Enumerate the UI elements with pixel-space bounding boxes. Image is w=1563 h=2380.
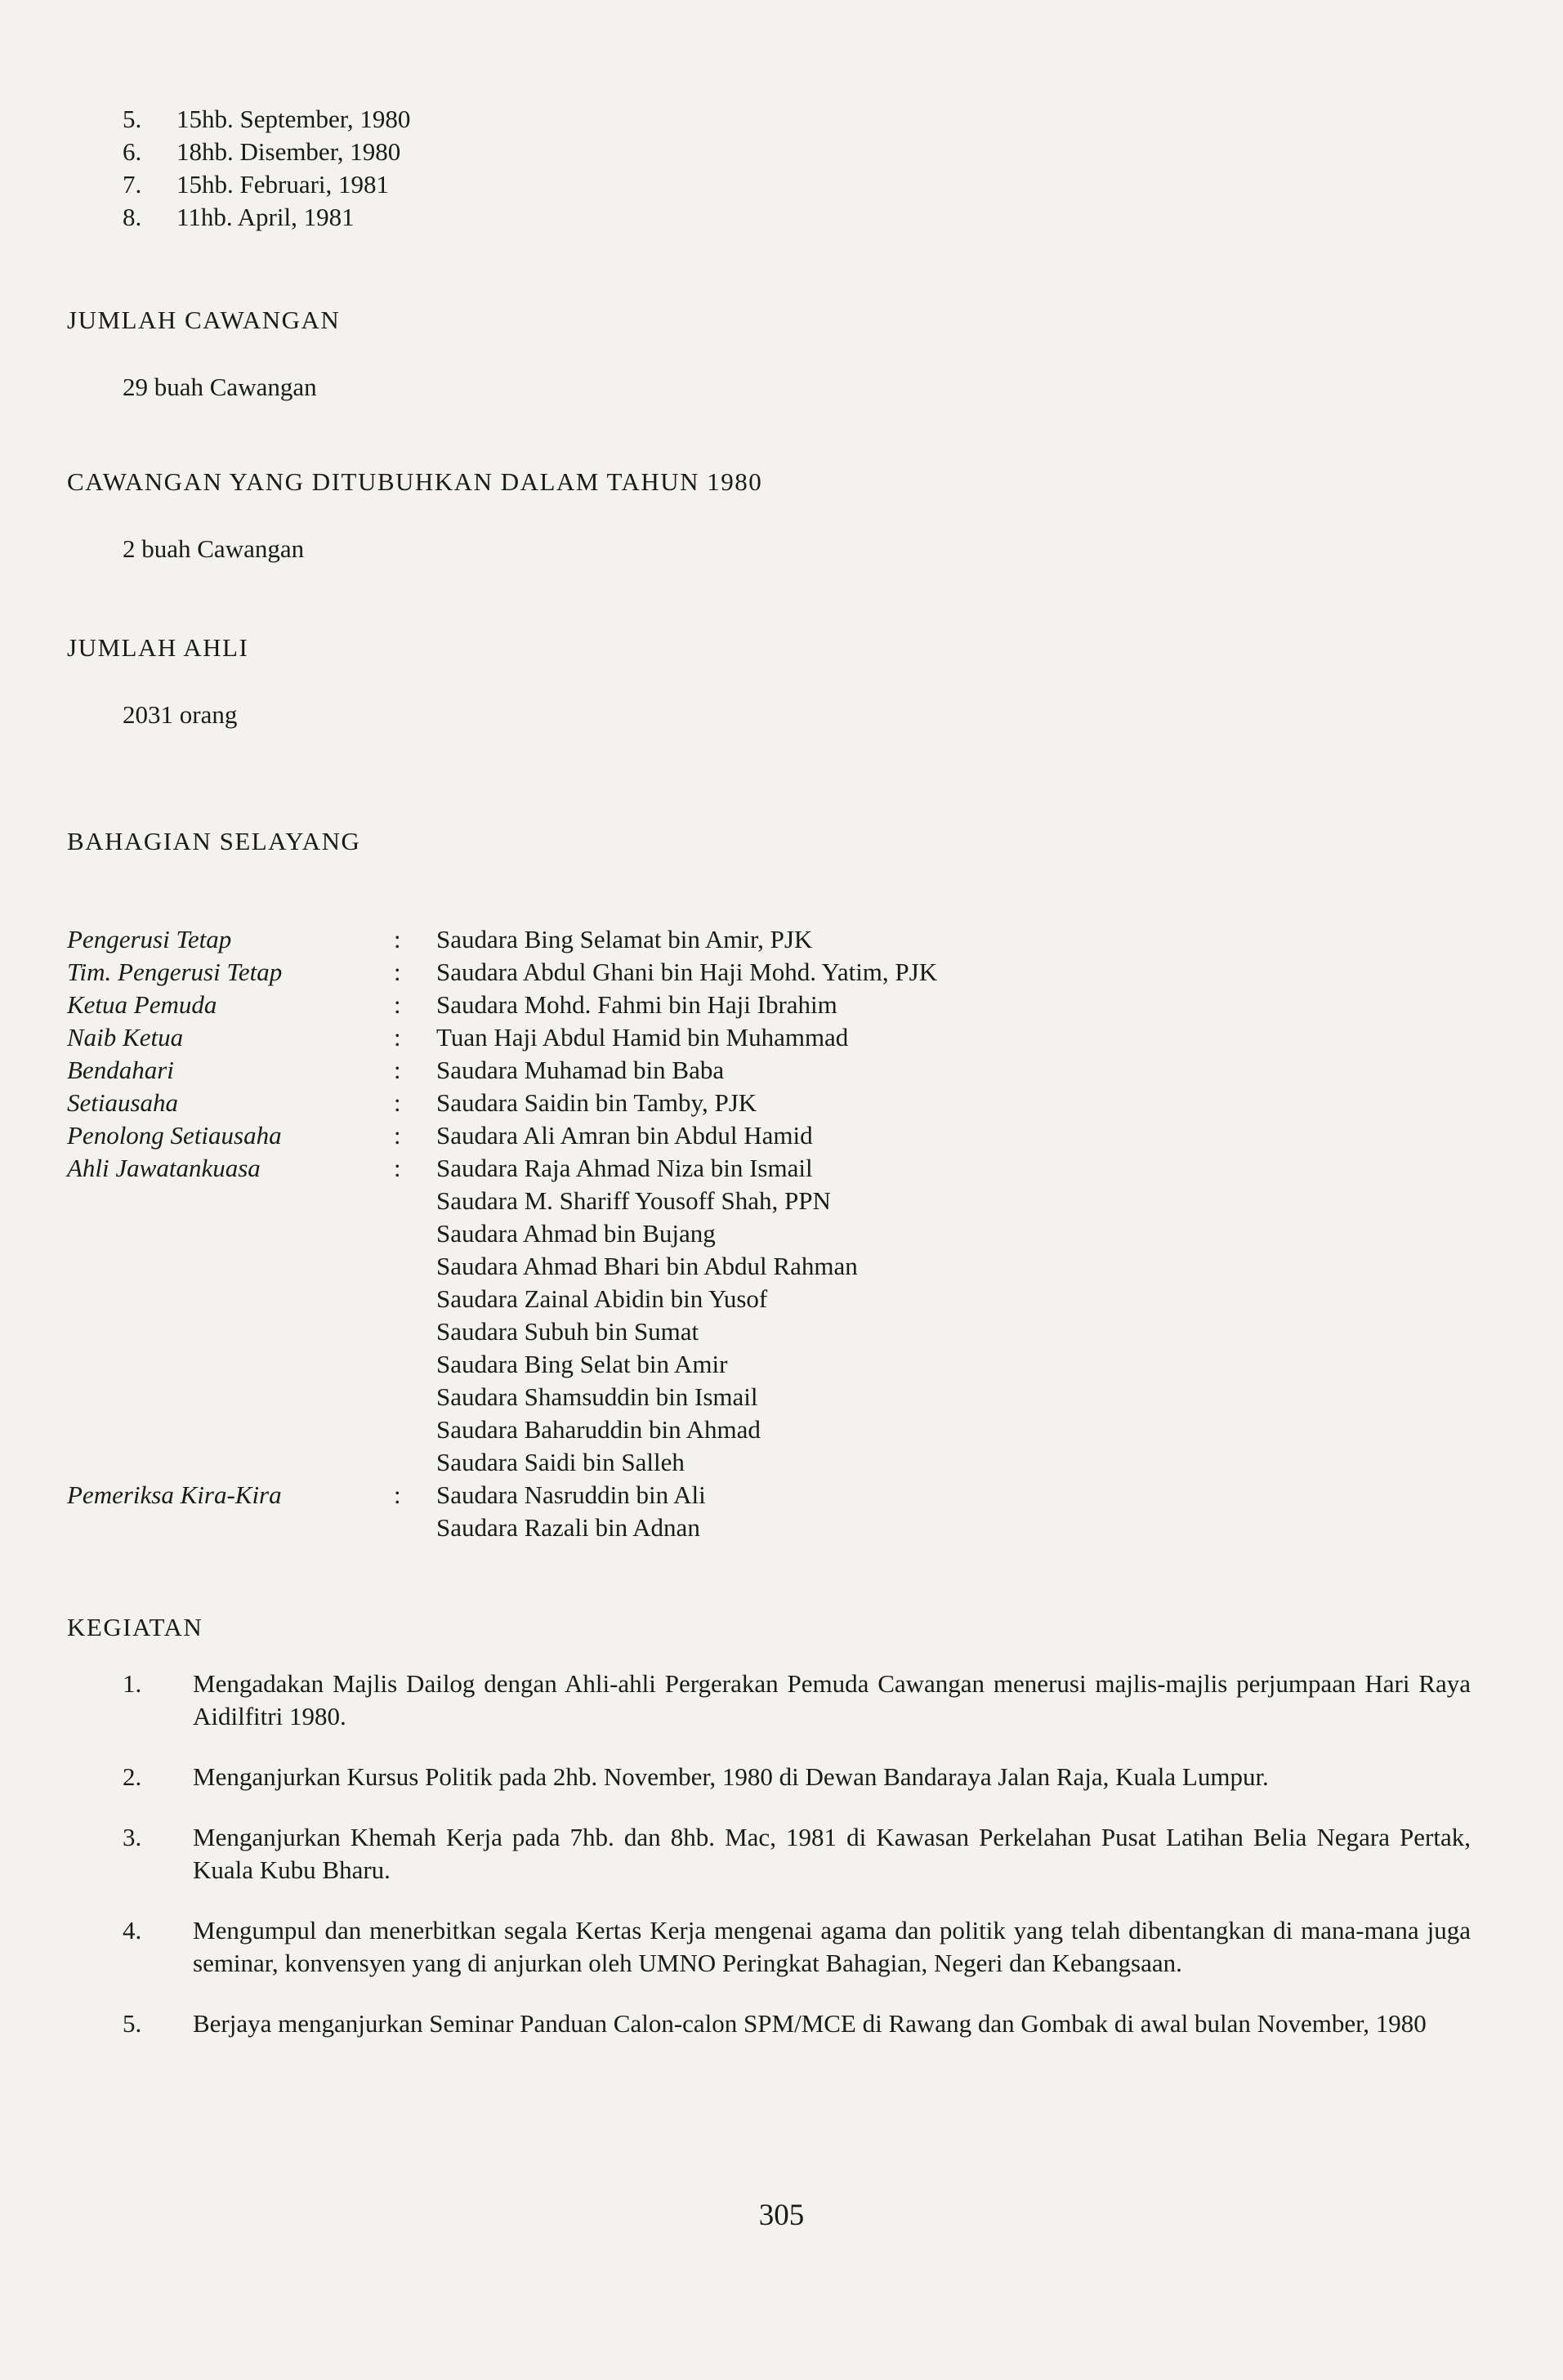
officer-row: Pemeriksa Kira-Kira : Saudara Nasruddin bin Ali Saudara Razali bin Adnan [67, 1480, 706, 1542]
page-number: 305 [758, 2199, 805, 2232]
list-item: 8. 11hb. April, 1981 [123, 203, 355, 231]
officer-row: Setiausaha : Saudara Saidin bin Tamby, PJK [67, 1088, 757, 1117]
jumlah-cawangan-heading: JUMLAH CAWANGAN [67, 306, 341, 334]
bahagian-heading: BAHAGIAN SELAYANG [67, 827, 361, 855]
officer-row: Tim. Pengerusi Tetap : Saudara Abdul Ghani bin Haji Mohd. Yatim, PJK [67, 958, 938, 986]
list-item: 5. 15hb. September, 1980 [123, 105, 411, 133]
officer-row: Pengerusi Tetap : Saudara Bing Selamat bin Amir, PJK [67, 925, 813, 953]
officers-list [67, 923, 1456, 1544]
officer-row: Ahli Jawatankuasa : Saudara Raja Ahmad Niza bin Ismail Saudara M. Shariff Yousoff Shah, PPN Saudara Ahmad bin Bujang Saudara Ahmad Bhari bin Abdul Rahman Saudara Zainal Abidin bin Yusof Saudara Subuh bin Sumat Saudara Bing Selat bin Amir Saudara Shamsuddin bin Ismail Saudara Baharuddin bin Ahmad Saudara Saidi bin Salleh [67, 1154, 858, 1476]
list-item: 2. Menganjurkan Kursus Politik pada 2hb. November, 1980 di Dewan Bandaraya Jalan Raja, Kuala Lumpur. [123, 1762, 1269, 1791]
list-item: 1. Mengadakan Majlis Dailog dengan Ahli-ahli Pergerakan Pemuda Cawangan menerusi majlis-majlis perjumpaan Hari Raya Aidilfitri 1980. [123, 1669, 1471, 1730]
activities-list [123, 1668, 1471, 2068]
jumlah-cawangan-value: 29 buah Cawangan [123, 373, 317, 401]
list-item: 7. 15hb. Februari, 1981 [123, 170, 390, 199]
cawangan-baru-heading: CAWANGAN YANG DITUBUHKAN DALAM TAHUN 1980 [67, 467, 763, 496]
officer-row: Naib Ketua : Tuan Haji Abdul Hamid bin Muhammad [67, 1023, 849, 1052]
officer-row: Bendahari : Saudara Muhamad bin Baba [67, 1056, 725, 1084]
officer-row: Penolong Setiausaha : Saudara Ali Amran bin Abdul Hamid [67, 1121, 813, 1150]
list-item: 3. Menganjurkan Khemah Kerja pada 7hb. dan 8hb. Mac, 1981 di Kawasan Perkelahan Pusat Latihan Belia Negara Pertak, Kuala Kubu Bharu. [123, 1823, 1471, 1884]
kegiatan-heading: KEGIATAN [67, 1613, 203, 1641]
jumlah-ahli-value: 2031 orang [123, 700, 238, 729]
jumlah-ahli-heading: JUMLAH AHLI [67, 633, 249, 662]
officer-row: Ketua Pemuda : Saudara Mohd. Fahmi bin Haji Ibrahim [67, 990, 837, 1019]
meeting-dates-list [123, 103, 410, 234]
cawangan-baru-value: 2 buah Cawangan [123, 534, 305, 563]
list-item: 6. 18hb. Disember, 1980 [123, 137, 401, 166]
list-item: 4. Mengumpul dan menerbitkan segala Kertas Kerja mengenai agama dan politik yang telah dibentangkan di mana-mana juga seminar, konvensyen yang di anjurkan oleh UMNO Peringkat Bahagian, Negeri dan Kebangsaan. [123, 1916, 1471, 1977]
list-item: 5. Berjaya menganjurkan Seminar Panduan Calon-calon SPM/MCE di Rawang dan Gombak di awal bulan November, 1980 [123, 2009, 1427, 2038]
